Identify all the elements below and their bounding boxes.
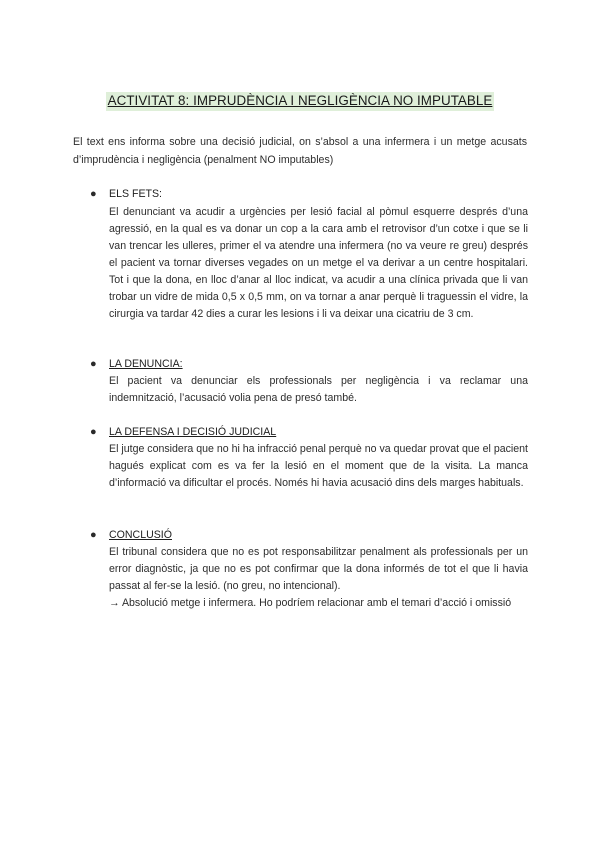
intro-paragraph: El text ens informa sobre una decisió judicial, on s’absol a una infermera i un metge acusats d’imprudència i negligència (penalment NO imputables) — [73, 136, 527, 166]
title-container — [0, 92, 600, 111]
section-body-conclusion — [109, 544, 528, 612]
section-body-complaint — [109, 373, 528, 407]
section-body-defense — [109, 441, 528, 492]
section-body-facts — [109, 204, 528, 323]
bullet-icon: ● — [90, 529, 97, 541]
paragraph: El jutge considera que no hi ha infracció penal perquè no va quedar provat que el pacient hagués explicat com es va fer la lesió en el moment que de la visita. La manca d’informació va dificultar el procés. Només hi havia acusació dins dels marges habituals. — [109, 443, 528, 489]
section-heading-facts: ELS FETS: — [109, 188, 162, 200]
page-title: ACTIVITAT 8: IMPRUDÈNCIA I NEGLIGÈNCIA NO IMPUTABLE — [106, 92, 495, 111]
bullet-icon: ● — [90, 188, 97, 200]
section-heading-conclusion: CONCLUSIÓ — [109, 529, 172, 541]
bullet-icon: ● — [90, 426, 97, 438]
paragraph: → Absolució metge i infermera. Ho podríem relacionar amb el temari d’acció i omissió — [109, 597, 512, 609]
paragraph: El tribunal considera que no es pot responsabilitzar penalment als professionals per un error diagnòstic, ja que no es pot confirmar que la dona informés de tot el que li havia passat al fer-se la lesió. (no greu, no intencional). — [109, 546, 528, 592]
paragraph: El pacient va denunciar els professionals per negligència i va reclamar una indemnització, l’acusació volia pena de presó també. — [109, 375, 528, 404]
bullet-icon: ● — [90, 358, 97, 370]
section-heading-complaint: LA DENUNCIA: — [109, 358, 183, 370]
paragraph: El denunciant va acudir a urgències per lesió facial al pòmul esquerre després d’una agressió, en la qual es va donar un cop a la cara amb el retrovisor d’un cotxe i que se li van trencar les ulleres, primer el va atendre una infermera (no va veure re greu) després el pacient va tornar diverses vegades on un metge el va derivar a un centre hospitalari. Tot i que la dona, en lloc d’anar al lloc indicat, va acudir a una clínica privada que li van trobar un vidre de mida 0,5 x 0,5 mm, on va tornar a anar perquè li traguessin el vidre, la cirurgia va tardar 42 dies a curar les lesions i li va deixar una cicatriu de 3 cm. — [109, 206, 528, 320]
section-heading-defense: LA DEFENSA I DECISIÓ JUDICIAL — [109, 426, 277, 438]
